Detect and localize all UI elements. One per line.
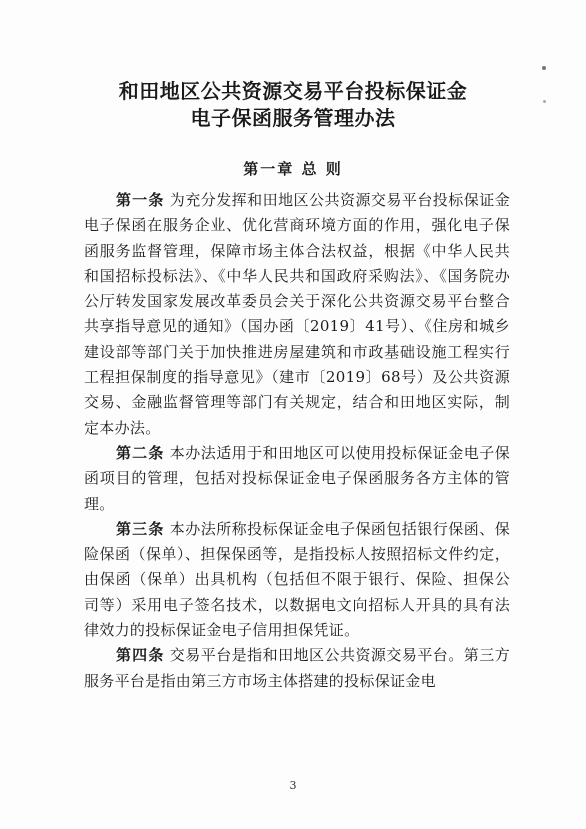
chapter-heading: 第一章 总 则 <box>243 160 343 178</box>
document-body <box>84 188 510 694</box>
article-label: 第一条 <box>116 191 165 209</box>
article-label: 第三条 <box>116 519 165 538</box>
document-title-line-2: 电子保函服务管理办法 <box>190 106 396 130</box>
article-label: 第二条 <box>116 443 165 462</box>
scan-speck <box>542 66 546 70</box>
document-title-line-1: 和田地区公共资源交易平台投标保证金 <box>118 79 468 103</box>
article-text: 本办法所称投标保证金电子保函包括银行保函、保险保函（保单）、担保保函等，是指投标人按照招标文件约定，由保函（保单）出具机构（包括但不限于银行、保险、担保公司等）采用电子签名技术，以数据电文向招标人开具的具有法律效力的投标保证金电子信用担保凭证。 <box>84 519 510 640</box>
article-1 <box>84 188 510 441</box>
article-label: 第四条 <box>116 646 165 665</box>
article-text: 为充分发挥和田地区公共资源交易平台投标保证金电子保函在服务企业、优化营商环境方面的作用，强化电子保函服务监督管理，保障市场主体合法权益，根据《中华人民共和国招标投标法》、《中华人民共和国政府采购法》、《国务院办公厅转发国家发展改革委员会关于深化公共资源交易平台整合共享指导意见的通知》（国办函〔2019〕41号）、《住房和城乡建设部等部门关于加快推进房屋建筑和市政基础设施工程实行工程担保制度的指导意见》（建市〔2019〕68号）及公共资源交易、金融监督管理等部门有关规定，结合和田地区实际，制定本办法。 <box>84 191 510 437</box>
article-text: 交易平台是指和田地区公共资源交易平台。第三方服务平台是指由第三方市场主体搭建的投标保证金电 <box>84 646 510 690</box>
article-3 <box>84 517 510 643</box>
article-text: 本办法适用于和田地区可以使用投标保证金电子保函项目的管理，包括对投标保证金电子保函服务各方主体的管理。 <box>84 443 510 513</box>
article-4 <box>84 643 510 694</box>
page-number: 3 <box>289 779 297 792</box>
article-2 <box>84 441 510 517</box>
